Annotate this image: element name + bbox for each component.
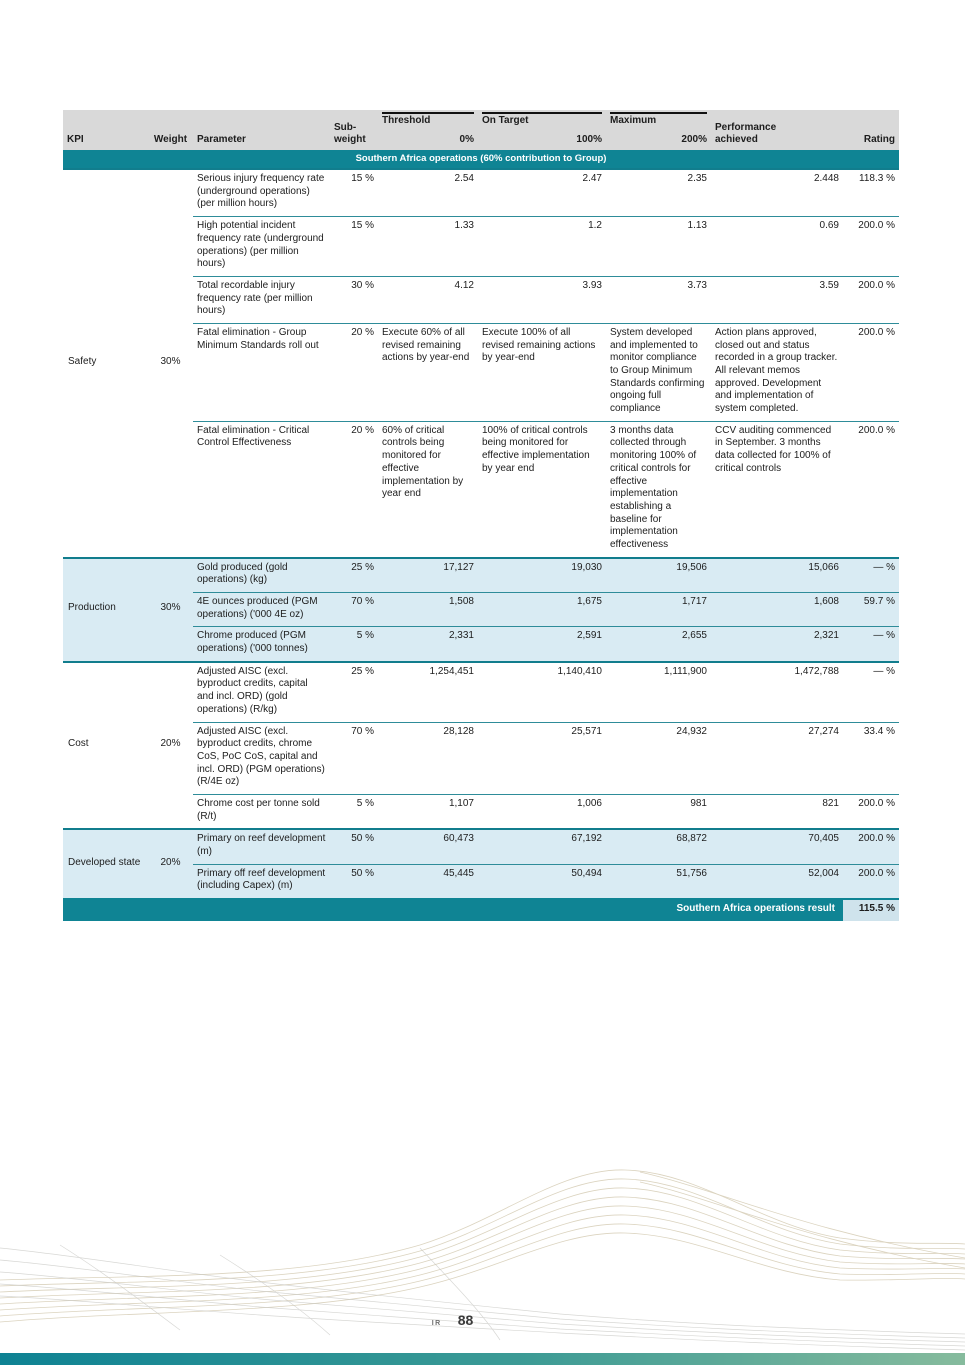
table-row xyxy=(63,558,899,593)
kpi-results-table xyxy=(63,110,899,921)
subweight-cell: 20 % xyxy=(330,421,378,557)
threshold-cell: 60,473 xyxy=(378,829,478,864)
performance-cell: 15,066 xyxy=(711,558,843,593)
rating-cell: 200.0 % xyxy=(843,217,899,277)
threshold-cell: Execute 60% of all revised remaining actions by year-end xyxy=(378,323,478,421)
maximum-cell: 3.73 xyxy=(606,276,711,323)
rating-cell: — % xyxy=(843,662,899,722)
table-row xyxy=(63,662,899,722)
header-maximum-pct: 200% xyxy=(681,134,707,146)
kpi-cell-safety: Safety xyxy=(63,169,148,558)
on-target-cell: 100% of critical controls being monitored for effective implementation by year end xyxy=(478,421,606,557)
report-section-label: IR xyxy=(431,1320,442,1327)
on-target-cell: 3.93 xyxy=(478,276,606,323)
header-on-target-label: On Target xyxy=(482,112,602,128)
performance-cell: 1,472,788 xyxy=(711,662,843,722)
on-target-cell: 50,494 xyxy=(478,864,606,899)
subweight-cell: 50 % xyxy=(330,864,378,899)
subweight-cell: 30 % xyxy=(330,276,378,323)
page-number: 88 xyxy=(457,1312,474,1328)
rating-cell: 33.4 % xyxy=(843,722,899,794)
rating-cell: 200.0 % xyxy=(843,276,899,323)
on-target-cell: 1,006 xyxy=(478,794,606,829)
header-performance-line2: achieved xyxy=(715,134,758,146)
header-kpi: KPI xyxy=(63,110,148,150)
header-rating: Rating xyxy=(843,110,899,150)
subweight-cell: 70 % xyxy=(330,593,378,627)
rating-cell: 200.0 % xyxy=(843,794,899,829)
maximum-cell: 24,932 xyxy=(606,722,711,794)
threshold-cell: 17,127 xyxy=(378,558,478,593)
subweight-cell: 15 % xyxy=(330,217,378,277)
parameter-cell: Adjusted AISC (excl. byproduct credits, chrome CoS, PoC CoS, capital and incl. ORD) (PGM operations) (R/4E oz) xyxy=(193,722,330,794)
threshold-cell: 28,128 xyxy=(378,722,478,794)
performance-cell: Action plans approved, closed out and status recorded in a group tracker. All relevant memos approved. Development and implementation of system completed. xyxy=(711,323,843,421)
maximum-cell: 1,717 xyxy=(606,593,711,627)
rating-cell: 59.7 % xyxy=(843,593,899,627)
subweight-cell: 25 % xyxy=(330,558,378,593)
header-maximum-label: Maximum xyxy=(610,112,707,128)
parameter-cell: Primary off reef development (including Capex) (m) xyxy=(193,864,330,899)
header-threshold-pct: 0% xyxy=(459,134,474,146)
maximum-cell: 19,506 xyxy=(606,558,711,593)
on-target-cell: 1,140,410 xyxy=(478,662,606,722)
parameter-cell: Adjusted AISC (excl. byproduct credits, capital and incl. ORD) (gold operations) (R/kg) xyxy=(193,662,330,722)
table-header-row xyxy=(63,110,899,150)
table-row xyxy=(63,169,899,217)
on-target-cell: 19,030 xyxy=(478,558,606,593)
subweight-cell: 15 % xyxy=(330,169,378,217)
table-row xyxy=(63,829,899,864)
section-band-label: Southern Africa operations (60% contribution to Group) xyxy=(63,150,899,169)
weight-cell-safety: 30% xyxy=(148,169,193,558)
parameter-cell: 4E ounces produced (PGM operations) ('000 4E oz) xyxy=(193,593,330,627)
subweight-cell: 20 % xyxy=(330,323,378,421)
subweight-cell: 5 % xyxy=(330,794,378,829)
rating-cell: 200.0 % xyxy=(843,829,899,864)
performance-cell: 821 xyxy=(711,794,843,829)
threshold-cell: 2,331 xyxy=(378,627,478,662)
maximum-cell: 3 months data collected through monitoring 100% of critical controls for effective implementation establishing a baseline for implementation effectiveness xyxy=(606,421,711,557)
maximum-cell: System developed and implemented to monitor compliance to Group Minimum Standards confirming ongoing full compliance xyxy=(606,323,711,421)
parameter-cell: Chrome cost per tonne sold (R/t) xyxy=(193,794,330,829)
maximum-cell: 2,655 xyxy=(606,627,711,662)
on-target-cell: 67,192 xyxy=(478,829,606,864)
header-threshold-label: Threshold xyxy=(382,112,474,128)
weight-cell-cost: 20% xyxy=(148,662,193,830)
subweight-cell: 5 % xyxy=(330,627,378,662)
performance-cell: 0.69 xyxy=(711,217,843,277)
threshold-cell: 60% of critical controls being monitored for effective implementation by year end xyxy=(378,421,478,557)
rating-cell: — % xyxy=(843,558,899,593)
bottom-accent-bar xyxy=(0,1353,965,1365)
rating-cell: 200.0 % xyxy=(843,864,899,899)
threshold-cell: 1,254,451 xyxy=(378,662,478,722)
on-target-cell: 2.47 xyxy=(478,169,606,217)
on-target-cell: Execute 100% of all revised remaining actions by year-end xyxy=(478,323,606,421)
kpi-table-container xyxy=(63,110,901,921)
performance-cell: 70,405 xyxy=(711,829,843,864)
header-on-target-pct: 100% xyxy=(576,134,602,146)
threshold-cell: 4.12 xyxy=(378,276,478,323)
rating-cell: 200.0 % xyxy=(843,421,899,557)
on-target-cell: 25,571 xyxy=(478,722,606,794)
header-parameter: Parameter xyxy=(193,110,330,150)
result-row xyxy=(63,899,899,921)
rating-cell: 118.3 % xyxy=(843,169,899,217)
header-performance-line1: Performance xyxy=(715,121,777,133)
header-threshold xyxy=(378,110,478,150)
subweight-cell: 50 % xyxy=(330,829,378,864)
on-target-cell: 1,675 xyxy=(478,593,606,627)
maximum-cell: 51,756 xyxy=(606,864,711,899)
maximum-cell: 2.35 xyxy=(606,169,711,217)
performance-cell: 2,321 xyxy=(711,627,843,662)
parameter-cell: Fatal elimination - Critical Control Effectiveness xyxy=(193,421,330,557)
parameter-cell: Total recordable injury frequency rate (per million hours) xyxy=(193,276,330,323)
performance-cell: 3.59 xyxy=(711,276,843,323)
subweight-cell: 70 % xyxy=(330,722,378,794)
parameter-cell: Chrome produced (PGM operations) ('000 tonnes) xyxy=(193,627,330,662)
parameter-cell: Primary on reef development (m) xyxy=(193,829,330,864)
performance-cell: 27,274 xyxy=(711,722,843,794)
performance-cell: 1,608 xyxy=(711,593,843,627)
on-target-cell: 2,591 xyxy=(478,627,606,662)
header-subweight-line2: weight xyxy=(334,134,366,146)
threshold-cell: 1.33 xyxy=(378,217,478,277)
kpi-cell-cost: Cost xyxy=(63,662,148,830)
header-subweight-line1: Sub- xyxy=(334,121,357,133)
kpi-cell-developed-state: Developed state xyxy=(63,829,148,899)
header-performance xyxy=(711,110,843,150)
kpi-cell-production: Production xyxy=(63,558,148,662)
maximum-cell: 981 xyxy=(606,794,711,829)
performance-cell: 52,004 xyxy=(711,864,843,899)
performance-cell: CCV auditing commenced in September. 3 months data collected for 100% of critical controls xyxy=(711,421,843,557)
threshold-cell: 2.54 xyxy=(378,169,478,217)
subweight-cell: 25 % xyxy=(330,662,378,722)
parameter-cell: Serious injury frequency rate (underground operations) (per million hours) xyxy=(193,169,330,217)
header-weight: Weight xyxy=(148,110,193,150)
result-label: Southern Africa operations result xyxy=(63,899,843,921)
result-rating: 115.5 % xyxy=(843,899,899,921)
threshold-cell: 1,107 xyxy=(378,794,478,829)
rating-cell: 200.0 % xyxy=(843,323,899,421)
rating-cell: — % xyxy=(843,627,899,662)
page-footer xyxy=(0,1312,905,1328)
parameter-cell: Fatal elimination - Group Minimum Standards roll out xyxy=(193,323,330,421)
weight-cell-production: 30% xyxy=(148,558,193,662)
header-subweight xyxy=(330,110,378,150)
parameter-cell: Gold produced (gold operations) (kg) xyxy=(193,558,330,593)
maximum-cell: 1.13 xyxy=(606,217,711,277)
on-target-cell: 1.2 xyxy=(478,217,606,277)
maximum-cell: 1,111,900 xyxy=(606,662,711,722)
threshold-cell: 1,508 xyxy=(378,593,478,627)
threshold-cell: 45,445 xyxy=(378,864,478,899)
maximum-cell: 68,872 xyxy=(606,829,711,864)
header-maximum xyxy=(606,110,711,150)
header-on-target xyxy=(478,110,606,150)
performance-cell: 2.448 xyxy=(711,169,843,217)
section-band-row xyxy=(63,150,899,169)
parameter-cell: High potential incident frequency rate (underground operations) (per million hours) xyxy=(193,217,330,277)
weight-cell-developed-state: 20% xyxy=(148,829,193,899)
